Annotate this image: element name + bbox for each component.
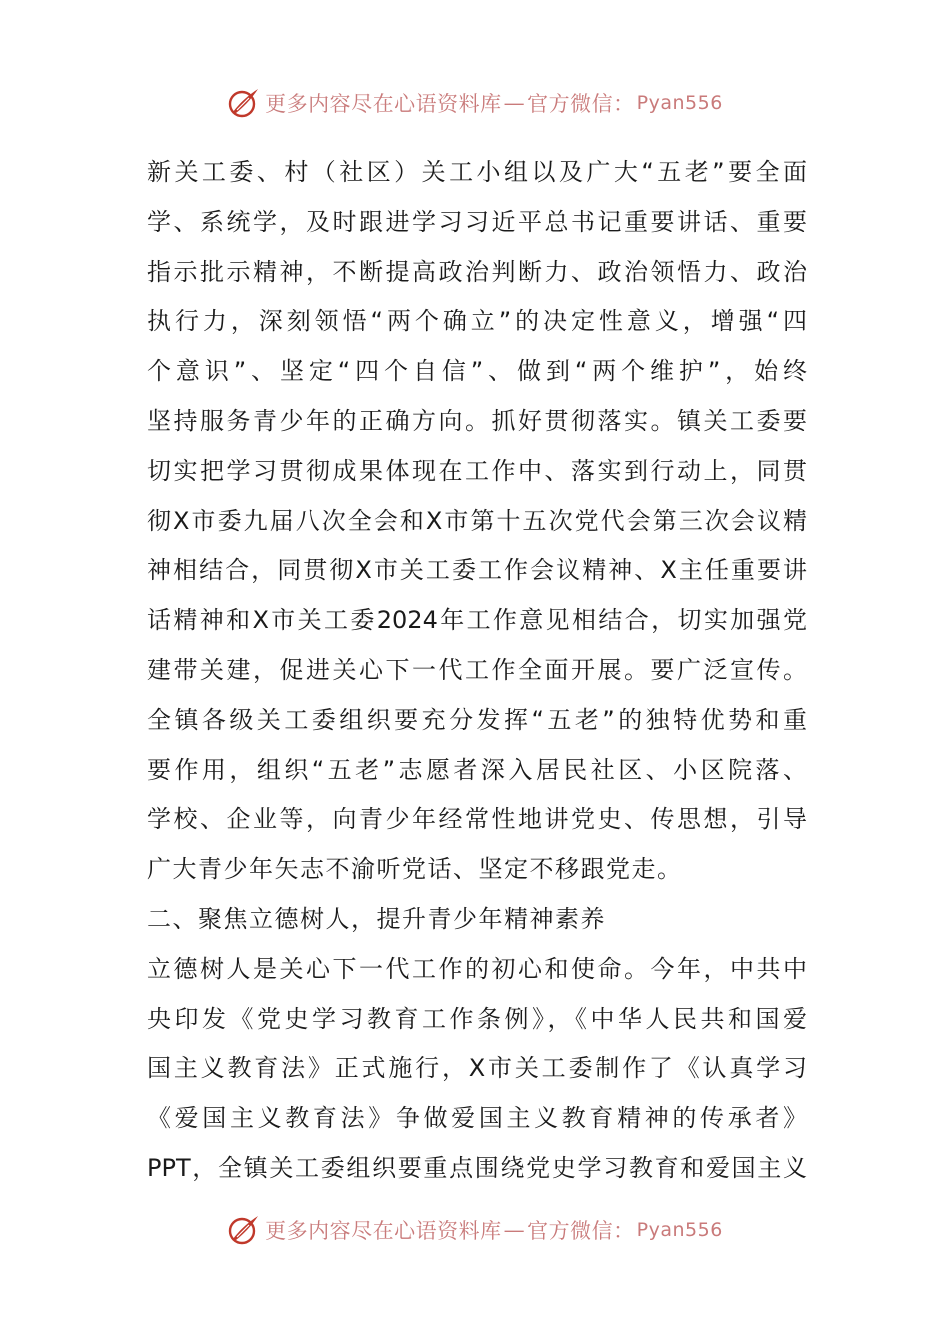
section-heading: 二、聚焦立德树人，提升青少年精神素养 xyxy=(147,904,606,933)
text-line: 建带关建，促进关心下一代工作全面开展。要广泛宣传。 xyxy=(147,655,807,684)
watermark-separator: — xyxy=(503,1218,526,1242)
watermark-header xyxy=(0,86,950,120)
text-line: 央印发《党史学习教育工作条例》，《中华人民共和国爱 xyxy=(147,1004,807,1033)
text-line: 立德树人是关心下一代工作的初心和使命。今年，中共中 xyxy=(147,954,807,983)
text-line: 学校、企业等，向青少年经常性地讲党史、传思想，引导 xyxy=(147,805,807,834)
text-line: 新关工委、村（社区）关工小组以及广大“五老”要全面 xyxy=(147,158,807,186)
text-line: PPT，全镇关工委组织要重点围绕党史学习教育和爱国主义 xyxy=(147,1153,807,1182)
watermark-handle: Pyan556 xyxy=(636,92,723,114)
text-line: 国主义教育法》正式施行，X市关工委制作了《认真学习 xyxy=(147,1054,807,1083)
document-body xyxy=(147,148,807,1194)
text-line: 广大青少年矢志不渝听党话、坚定不移跟党走。 xyxy=(147,855,683,884)
text-line: 要作用，组织“五老”志愿者深入居民社区、小区院落、 xyxy=(147,755,807,784)
text-line: 个意识”、坚定“四个自信”、做到“两个维护”，始终 xyxy=(147,357,807,386)
text-line: 学、系统学，及时跟进学习习近平总书记重要讲话、重要 xyxy=(147,207,807,236)
watermark-separator: — xyxy=(503,91,526,115)
watermark-footer xyxy=(0,1213,950,1247)
text-line: 执行力，深刻领悟“两个确立”的决定性意义，增强“四 xyxy=(147,307,807,336)
watermark-brand: 更多内容尽在心语资料库 xyxy=(265,1219,502,1243)
text-line: 《爱国主义教育法》争做爱国主义教育精神的传承者》 xyxy=(147,1104,807,1133)
watermark-official: 官方微信： xyxy=(527,1219,635,1243)
watermark-handle: Pyan556 xyxy=(636,1219,723,1241)
quill-logo-icon xyxy=(227,86,261,120)
text-line: 指示批示精神，不断提高政治判断力、政治领悟力、政治 xyxy=(147,257,807,286)
text-line: 神相结合，同贯彻X市关工委工作会议精神、X主任重要讲 xyxy=(147,556,807,585)
quill-logo-icon xyxy=(227,1213,261,1247)
text-line: 切实把学习贯彻成果体现在工作中、落实到行动上，同贯 xyxy=(147,456,807,485)
text-line: 全镇各级关工委组织要充分发挥“五老”的独特优势和重 xyxy=(147,705,807,734)
text-line: 话精神和X市关工委2024年工作意见相结合，切实加强党 xyxy=(147,606,807,635)
watermark-brand: 更多内容尽在心语资料库 xyxy=(265,92,502,116)
text-line: 彻X市委九届八次全会和X市第十五次党代会第三次会议精 xyxy=(147,506,807,535)
text-line: 坚持服务青少年的正确方向。抓好贯彻落实。镇关工委要 xyxy=(147,406,807,435)
watermark-official: 官方微信： xyxy=(527,92,635,116)
